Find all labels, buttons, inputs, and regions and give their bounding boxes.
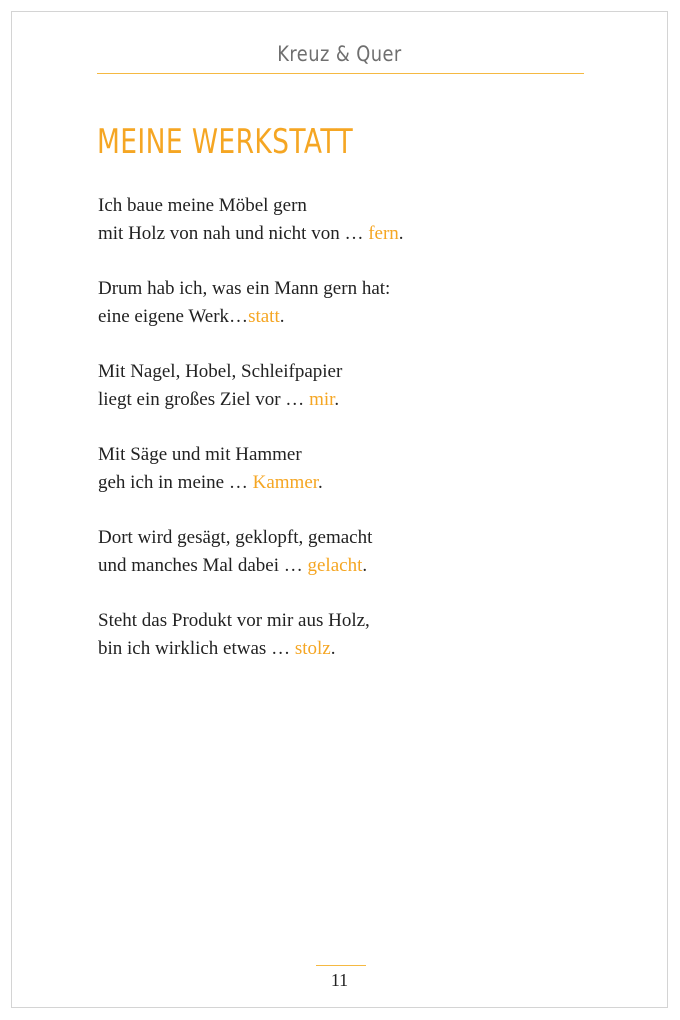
- line-punctuation: .: [330, 638, 336, 659]
- poem-line: [98, 635, 618, 663]
- footer-divider: [316, 965, 366, 966]
- stanza: [98, 607, 618, 663]
- line-punctuation: .: [334, 389, 340, 410]
- line-punctuation: .: [362, 555, 368, 576]
- poem-line: Ich baue meine Möbel gern: [98, 195, 307, 216]
- stanza: [98, 192, 618, 248]
- rhyme-answer: Kammer: [252, 472, 319, 493]
- poem-line: [98, 552, 618, 580]
- line-text: geh ich in meine …: [98, 472, 253, 493]
- poem-line: [98, 303, 618, 331]
- rhyme-answer: stolz: [294, 638, 331, 659]
- line-text: bin ich wirklich etwas …: [98, 638, 295, 659]
- line-punctuation: .: [279, 306, 285, 327]
- rhyme-answer: statt: [248, 306, 280, 327]
- poem-line: Dort wird gesägt, geklopft, gemacht: [98, 527, 373, 548]
- rhyme-answer: mir: [309, 389, 335, 410]
- poem-line: [98, 386, 618, 414]
- rhyme-answer: gelacht: [307, 555, 363, 576]
- line-punctuation: .: [318, 472, 323, 493]
- header-divider: [97, 73, 584, 74]
- stanza: [98, 275, 618, 331]
- book-page: [11, 11, 668, 1008]
- line-punctuation: .: [398, 223, 404, 244]
- poem-line: Drum hab ich, was ein Mann gern hat:: [98, 278, 391, 299]
- running-header: Kreuz & Quer: [277, 42, 402, 66]
- line-text: mit Holz von nah und nicht von …: [98, 223, 369, 244]
- poem-line: [98, 469, 618, 497]
- stanza: [98, 524, 618, 580]
- line-text: eine eigene Werk…: [98, 306, 249, 327]
- poem-line: Steht das Produkt vor mir aus Holz,: [98, 610, 370, 631]
- page-number: 11: [330, 970, 349, 990]
- line-text: liegt ein großes Ziel vor …: [98, 389, 310, 410]
- poem-title: MEINE WERKSTATT: [97, 122, 354, 162]
- rhyme-answer: fern: [368, 223, 399, 244]
- stanza: [98, 358, 618, 414]
- poem-line: [98, 220, 618, 248]
- line-text: und manches Mal dabei …: [98, 555, 308, 576]
- stanza: [98, 441, 618, 497]
- poem-body: [98, 192, 618, 690]
- poem-line: Mit Säge und mit Hammer: [98, 444, 302, 465]
- poem-line: Mit Nagel, Hobel, Schleifpapier: [98, 361, 343, 382]
